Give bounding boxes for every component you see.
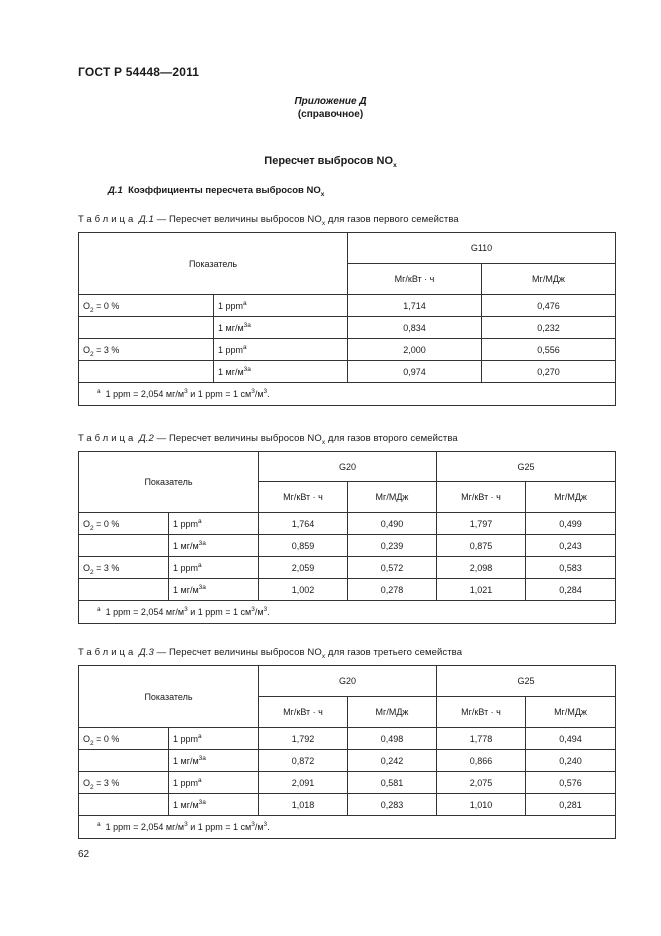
cond-tail: = 0 % <box>93 733 120 744</box>
value-cell: 1,002 <box>259 579 348 601</box>
page-number: 62 <box>78 849 90 860</box>
conversion-table-3 <box>78 665 616 839</box>
unit-sup: a <box>243 299 247 307</box>
footnote-text: /м <box>254 822 264 832</box>
caption-label: Таблица <box>78 214 137 225</box>
condition-cell <box>79 728 169 750</box>
unit-cell <box>169 728 259 750</box>
unit-sup: a <box>243 343 247 351</box>
value-cell: 0,859 <box>259 535 348 557</box>
value-cell: 0,476 <box>482 295 616 317</box>
value-cell: 1,010 <box>437 794 526 816</box>
footnote-text: и 1 ppm = 1 см <box>187 822 252 832</box>
conversion-table-1 <box>78 232 616 406</box>
cond-tail: = 3 % <box>93 777 120 788</box>
caption-number: Д.3 <box>139 647 154 658</box>
group-header: G20 <box>259 452 437 482</box>
document-header: ГОСТ Р 54448—2011 <box>78 65 200 79</box>
unit-header: Мг/кВт · ч <box>437 482 526 513</box>
condition-cell <box>79 513 169 535</box>
caption-tail: для газов первого семейства <box>325 214 459 225</box>
unit-cell <box>169 750 259 772</box>
value-cell: 0,583 <box>526 557 616 579</box>
unit-sup: a <box>198 517 202 525</box>
value-cell: 1,021 <box>437 579 526 601</box>
value-cell: 0,834 <box>348 317 482 339</box>
value-cell: 0,498 <box>348 728 437 750</box>
value-cell: 0,872 <box>259 750 348 772</box>
value-cell: 0,556 <box>482 339 616 361</box>
value-cell: 2,091 <box>259 772 348 794</box>
group-header: G20 <box>259 666 437 697</box>
unit-text: 1 ppm <box>218 300 244 311</box>
unit-cell <box>214 295 348 317</box>
unit-cell <box>169 794 259 816</box>
table-row <box>79 794 616 816</box>
unit-sup: 3a <box>243 321 251 329</box>
value-cell: 1,792 <box>259 728 348 750</box>
unit-header: Мг/МДж <box>526 697 616 728</box>
subsection-text: Коэффициенты пересчета выбросов NO <box>128 185 321 196</box>
unit-text: 1 ppm <box>173 562 199 573</box>
value-cell: 2,059 <box>259 557 348 579</box>
group-header: G25 <box>437 452 616 482</box>
value-cell: 1,797 <box>437 513 526 535</box>
table-caption <box>78 647 462 658</box>
value-cell: 0,240 <box>526 750 616 772</box>
table-caption <box>78 214 459 225</box>
table-row <box>79 579 616 601</box>
unit-text: 1 ppm <box>218 344 244 355</box>
unit-text: 1 мг/м <box>173 584 199 595</box>
header-indicator: Показатель <box>79 452 259 513</box>
value-cell: 0,243 <box>526 535 616 557</box>
cond-letter: O <box>83 777 91 788</box>
value-cell: 0,499 <box>526 513 616 535</box>
table-row <box>79 772 616 794</box>
cond-sub: 2 <box>90 568 94 576</box>
section-title-text: Пересчет выбросов NO <box>264 155 394 167</box>
unit-cell <box>169 557 259 579</box>
unit-header: Мг/кВт · ч <box>259 697 348 728</box>
footnote-sup: 3 <box>251 821 255 828</box>
subsection-sub: x <box>320 190 325 198</box>
footnote-sup: 3 <box>184 606 188 613</box>
footnote-sup: 3 <box>184 821 188 828</box>
appendix-title: Приложение Д <box>294 96 367 107</box>
footnote-sup: 3 <box>263 388 268 395</box>
unit-cell <box>214 317 348 339</box>
cond-tail: = 3 % <box>93 344 120 355</box>
table-row <box>79 513 616 535</box>
unit-sup: 3a <box>243 365 251 373</box>
footnote-mark: a <box>97 388 101 395</box>
value-cell: 0,232 <box>482 317 616 339</box>
header-indicator: Показатель <box>79 666 259 728</box>
unit-header: Мг/МДж <box>526 482 616 513</box>
footnote-sup: 3 <box>184 388 188 395</box>
condition-cell <box>79 557 169 579</box>
cond-tail: = 3 % <box>93 562 120 573</box>
unit-sup: a <box>198 732 202 740</box>
condition-cell <box>79 361 214 383</box>
unit-text: 1 мг/м <box>218 366 244 377</box>
value-cell: 0,242 <box>348 750 437 772</box>
unit-sup: 3a <box>198 539 206 547</box>
footnote-text: /м <box>254 389 264 399</box>
unit-text: 1 мг/м <box>218 322 244 333</box>
caption-label: Таблица <box>78 647 137 658</box>
caption-text: — Пересчет величины выбросов NO <box>153 433 322 444</box>
table-row <box>79 295 616 317</box>
caption-number: Д.1 <box>139 214 154 225</box>
unit-sup: 3a <box>198 583 206 591</box>
group-header: G25 <box>437 666 616 697</box>
caption-sub: x <box>321 438 326 446</box>
unit-header: Мг/МДж <box>348 482 437 513</box>
table-row <box>79 535 616 557</box>
table-footnote <box>79 383 616 406</box>
value-cell: 0,494 <box>526 728 616 750</box>
unit-header: Мг/кВт · ч <box>437 697 526 728</box>
condition-cell <box>79 339 214 361</box>
unit-header: Мг/кВт · ч <box>348 264 482 295</box>
footnote-sup: 3 <box>263 606 268 613</box>
table-footnote <box>79 601 616 624</box>
unit-text: 1 мг/м <box>173 755 199 766</box>
value-cell: 0,490 <box>348 513 437 535</box>
cond-sub: 2 <box>90 783 94 791</box>
table-caption <box>78 433 458 444</box>
value-cell: 0,239 <box>348 535 437 557</box>
unit-cell <box>169 513 259 535</box>
unit-sup: 3a <box>198 798 206 806</box>
value-cell: 0,875 <box>437 535 526 557</box>
value-cell: 0,284 <box>526 579 616 601</box>
cond-letter: O <box>83 300 91 311</box>
value-cell: 1,018 <box>259 794 348 816</box>
unit-sup: 3a <box>198 754 206 762</box>
table-row <box>79 361 616 383</box>
group-header: G110 <box>348 233 616 264</box>
cond-letter: O <box>83 518 91 529</box>
table-footnote <box>79 816 616 839</box>
value-cell: 0,270 <box>482 361 616 383</box>
unit-cell <box>169 535 259 557</box>
unit-sup: a <box>198 561 202 569</box>
footnote-mark: a <box>97 606 101 613</box>
unit-text: 1 мг/м <box>173 540 199 551</box>
value-cell: 0,974 <box>348 361 482 383</box>
value-cell: 0,866 <box>437 750 526 772</box>
value-cell: 2,098 <box>437 557 526 579</box>
condition-cell <box>79 317 214 339</box>
condition-cell <box>79 794 169 816</box>
header-indicator: Показатель <box>79 233 348 295</box>
footnote-text: . <box>267 822 270 832</box>
condition-cell <box>79 295 214 317</box>
cond-letter: O <box>83 344 91 355</box>
subsection-number: Д.1 <box>108 185 123 196</box>
unit-text: 1 ppm <box>173 733 199 744</box>
condition-cell <box>79 579 169 601</box>
cond-letter: O <box>83 733 91 744</box>
condition-cell <box>79 772 169 794</box>
footnote-mark: a <box>97 821 101 828</box>
unit-header: Мг/МДж <box>348 697 437 728</box>
table-row <box>79 557 616 579</box>
appendix-note: (справочное) <box>297 109 364 120</box>
conversion-table-2 <box>78 451 616 624</box>
value-cell: 1,778 <box>437 728 526 750</box>
footnote-text: 1 ppm = 2,054 мг/м <box>105 389 185 399</box>
unit-sup: a <box>198 776 202 784</box>
table-row <box>79 317 616 339</box>
unit-text: 1 ppm <box>173 518 199 529</box>
unit-header: Мг/МДж <box>482 264 616 295</box>
value-cell: 2,000 <box>348 339 482 361</box>
condition-cell <box>79 535 169 557</box>
caption-text: — Пересчет величины выбросов NO <box>153 647 322 658</box>
table-row <box>79 750 616 772</box>
footnote-sup: 3 <box>263 821 268 828</box>
unit-cell <box>214 339 348 361</box>
subsection-title <box>108 185 324 196</box>
value-cell: 0,281 <box>526 794 616 816</box>
appendix-block <box>0 95 661 121</box>
unit-cell <box>169 772 259 794</box>
unit-text: 1 мг/м <box>173 799 199 810</box>
footnote-text: . <box>267 389 270 399</box>
caption-tail: для газов второго семейства <box>325 433 458 444</box>
cond-tail: = 0 % <box>93 518 120 529</box>
unit-text: 1 ppm <box>173 777 199 788</box>
unit-cell <box>214 361 348 383</box>
cond-tail: = 0 % <box>93 300 120 311</box>
caption-label: Таблица <box>78 433 137 444</box>
condition-cell <box>79 750 169 772</box>
value-cell: 2,075 <box>437 772 526 794</box>
value-cell: 1,764 <box>259 513 348 535</box>
cond-sub: 2 <box>90 524 94 532</box>
section-title <box>0 155 661 170</box>
footnote-sup: 3 <box>251 388 255 395</box>
cond-letter: O <box>83 562 91 573</box>
caption-text: — Пересчет величины выбросов NO <box>153 214 322 225</box>
footnote-text: /м <box>254 607 264 617</box>
cond-sub: 2 <box>90 350 94 358</box>
value-cell: 1,714 <box>348 295 482 317</box>
cond-sub: 2 <box>90 739 94 747</box>
value-cell: 0,283 <box>348 794 437 816</box>
footnote-sup: 3 <box>251 606 255 613</box>
footnote-text: и 1 ppm = 1 см <box>187 607 252 617</box>
value-cell: 0,576 <box>526 772 616 794</box>
footnote-text: 1 ppm = 2,054 мг/м <box>105 822 185 832</box>
footnote-text: 1 ppm = 2,054 мг/м <box>105 607 185 617</box>
caption-sub: x <box>321 652 326 660</box>
footnote-text: . <box>267 607 270 617</box>
footnote-text: и 1 ppm = 1 см <box>187 389 252 399</box>
unit-header: Мг/кВт · ч <box>259 482 348 513</box>
cond-sub: 2 <box>90 306 94 314</box>
table-row <box>79 339 616 361</box>
caption-sub: x <box>321 219 326 227</box>
caption-tail: для газов третьего семейства <box>325 647 463 658</box>
caption-number: Д.2 <box>139 433 154 444</box>
section-title-sub: x <box>393 162 397 170</box>
unit-cell <box>169 579 259 601</box>
table-row <box>79 728 616 750</box>
value-cell: 0,572 <box>348 557 437 579</box>
value-cell: 0,278 <box>348 579 437 601</box>
value-cell: 0,581 <box>348 772 437 794</box>
